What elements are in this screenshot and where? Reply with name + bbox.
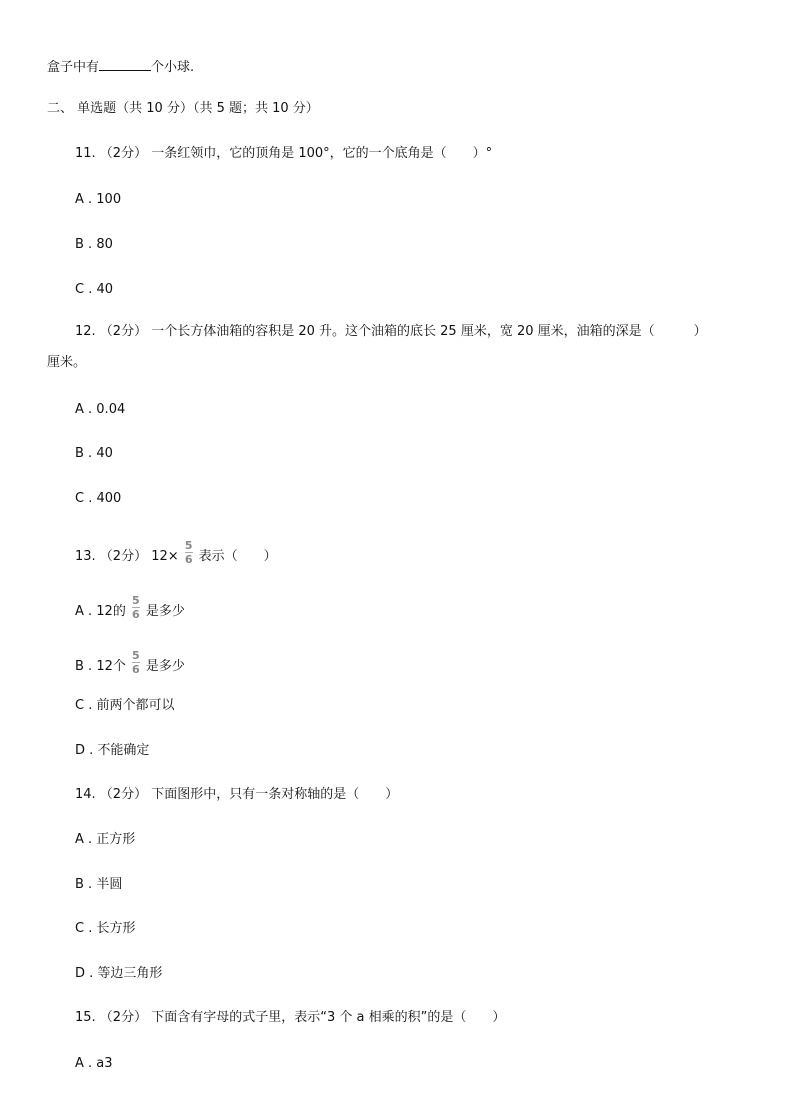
option: D . 不能确定: [75, 743, 150, 758]
intro-line: [47, 58, 194, 76]
numerator: 5: [132, 594, 140, 607]
denominator: 6: [132, 663, 140, 676]
option: A . 0.04: [75, 402, 126, 417]
stem-text: 13. （2分） 12×: [75, 549, 179, 564]
denominator: 6: [132, 608, 140, 621]
question-15: 15. （2分） 下面含有字母的式子里，表示“3 个 a 相乘的积”的是（ ）: [75, 1010, 506, 1025]
intro-text: 盒子中有: [47, 60, 100, 75]
option: C . 长方形: [75, 921, 136, 936]
question-12-cont: 厘米。: [47, 355, 87, 370]
option: [75, 594, 185, 624]
stem-text: 表示（ ）: [198, 549, 277, 564]
option: B . 40: [75, 446, 113, 461]
option: C . 40: [75, 282, 114, 297]
question-14: 14. （2分） 下面图形中，只有一条对称轴的是（ ）: [75, 787, 399, 802]
intro-text-after: 个小球.: [151, 60, 195, 75]
question-12: 12. （2分） 一个长方体油箱的容积是 20 升。这个油箱的底长 25 厘米，宽 20 厘米，油箱的深是（ ）: [75, 324, 707, 339]
section-heading: 二、 单选题（共 10 分）（共 5 题；共 10 分）: [47, 101, 319, 116]
option: D . 等边三角形: [75, 966, 163, 981]
answer-blank: [99, 58, 151, 71]
option-text: B . 12个: [75, 659, 126, 674]
option: A . a3: [75, 1056, 113, 1071]
option: A . 正方形: [75, 832, 136, 847]
option: C . 前两个都可以: [75, 698, 175, 713]
option: B . 80: [75, 237, 113, 252]
fraction: [132, 595, 140, 620]
option-text: 是多少: [145, 659, 185, 674]
option-text: 是多少: [145, 604, 185, 619]
option: A . 100: [75, 192, 122, 207]
fraction: [185, 540, 193, 565]
denominator: 6: [184, 553, 193, 566]
option: B . 半圆: [75, 877, 123, 892]
option: C . 400: [75, 491, 122, 506]
option: [75, 649, 185, 679]
numerator: 5: [132, 649, 140, 662]
fraction: [132, 650, 140, 675]
question-13: [75, 539, 277, 569]
numerator: 5: [184, 539, 193, 552]
question-11: 11. （2分） 一条红领巾，它的顶角是 100°，它的一个底角是（ ）°: [75, 146, 493, 161]
option-text: A . 12的: [75, 604, 126, 619]
